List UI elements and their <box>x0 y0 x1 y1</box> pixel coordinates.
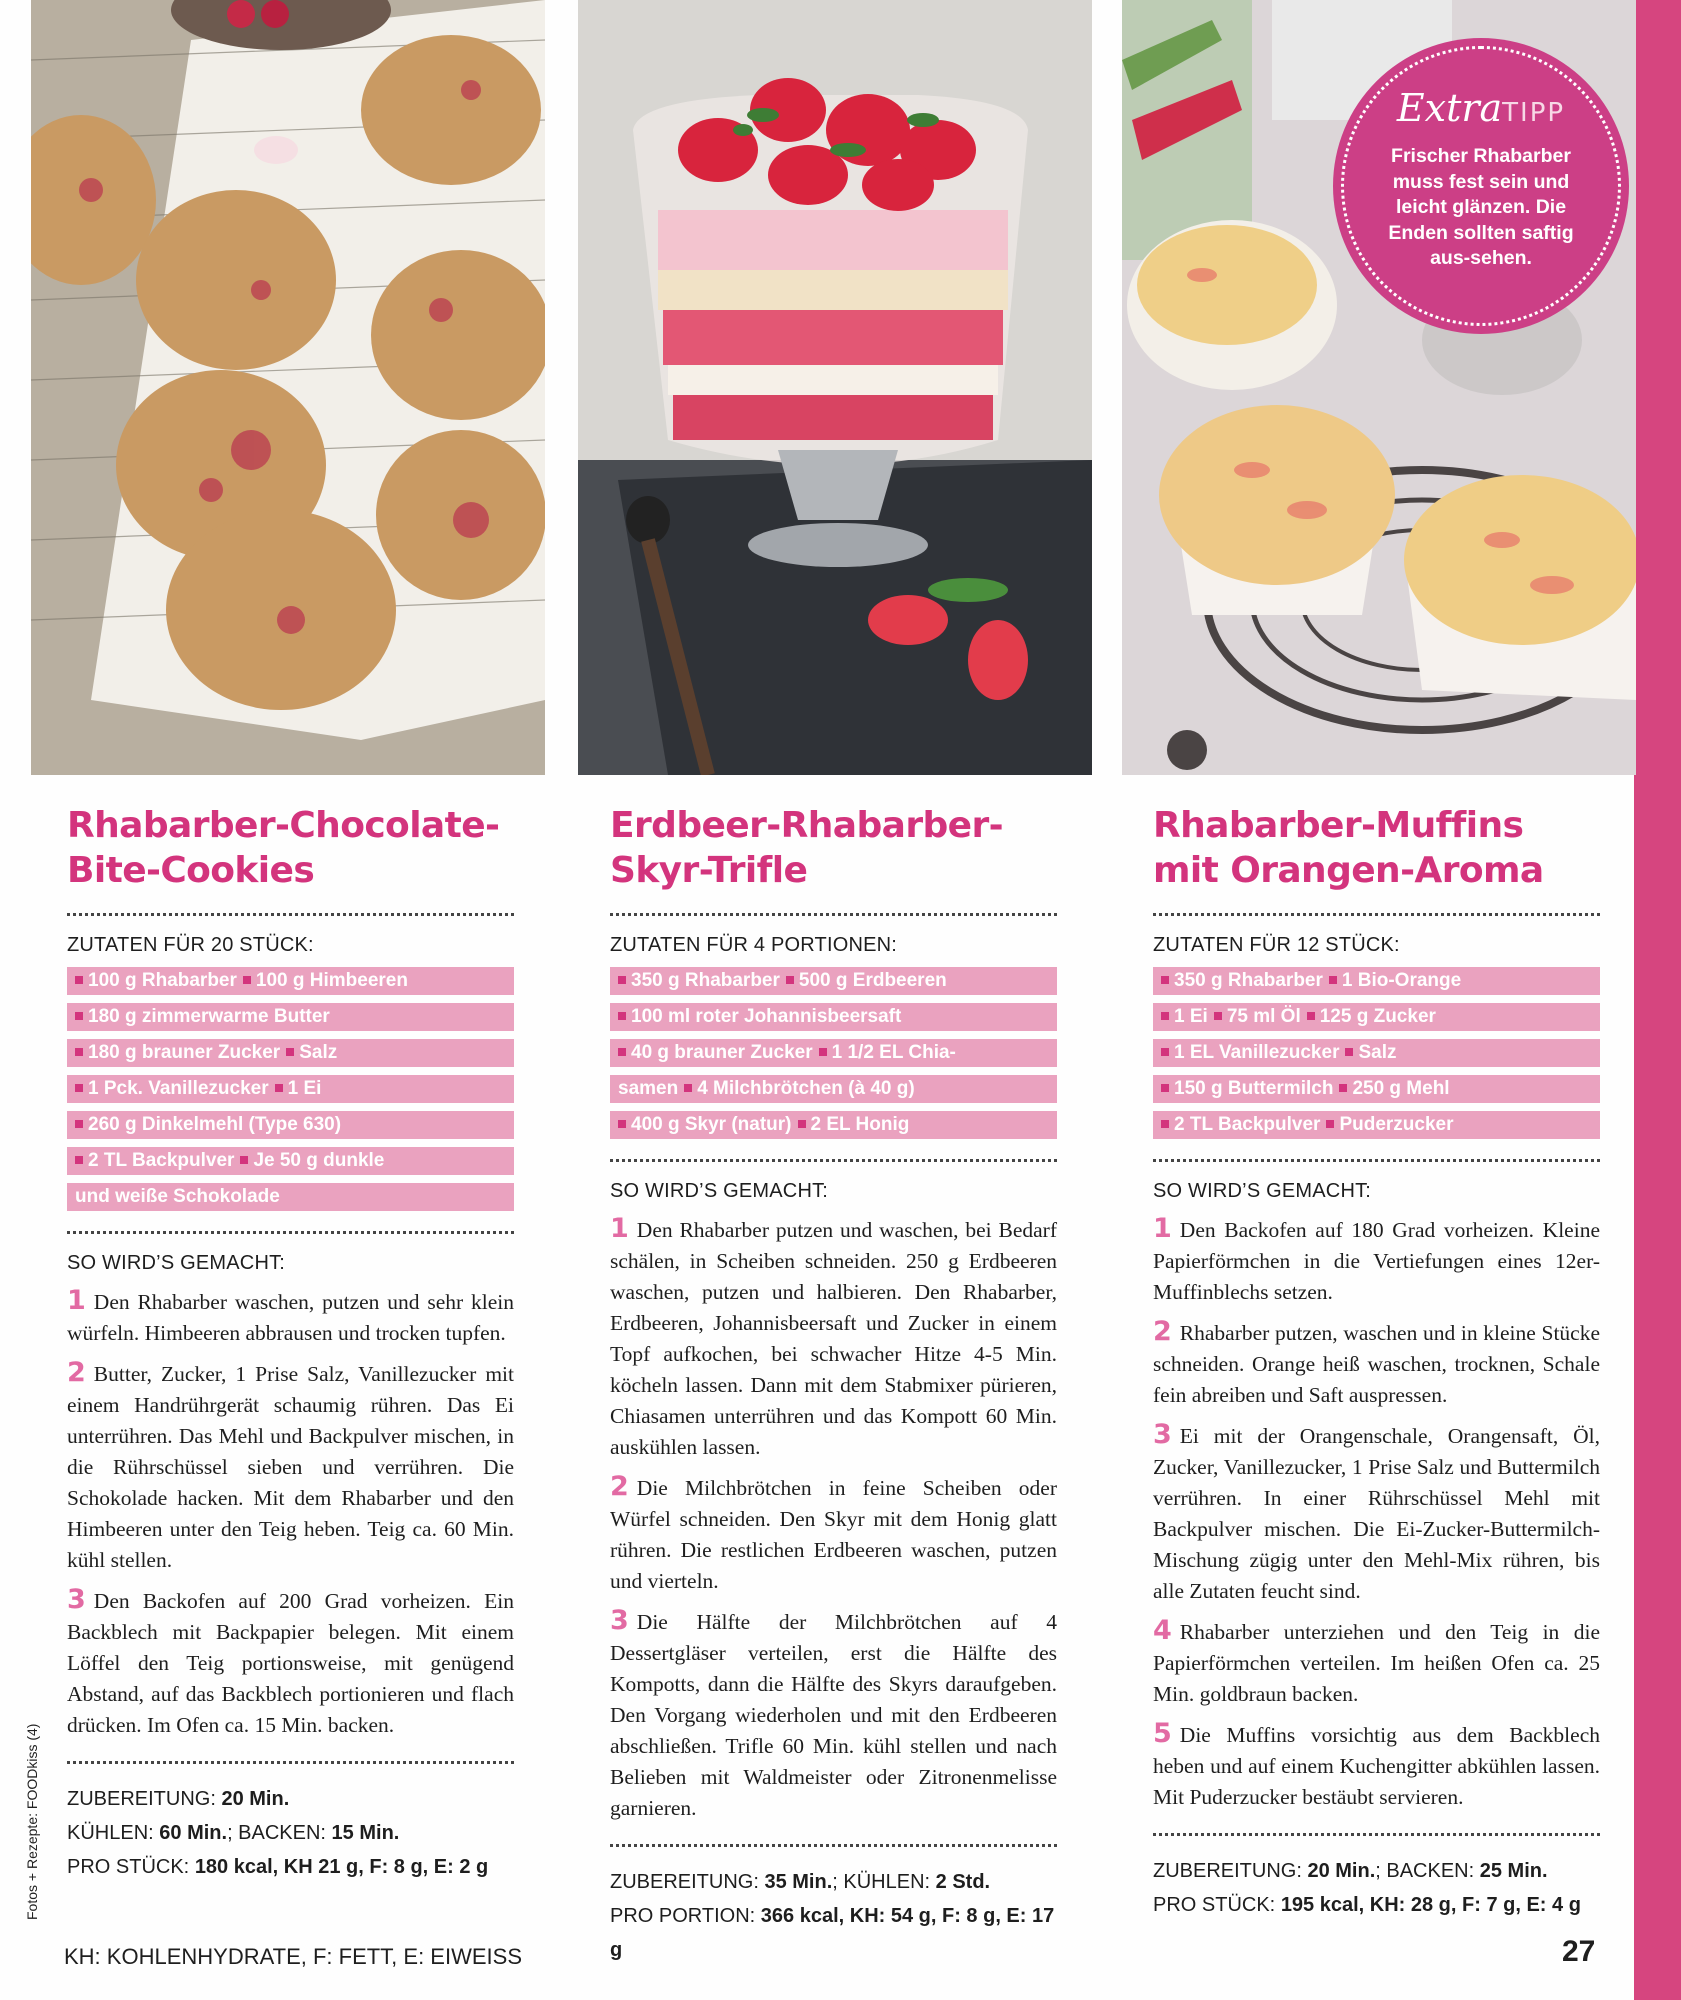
dotted-divider <box>67 1231 514 1234</box>
recipe-cookies <box>67 803 514 1884</box>
recipe-step <box>610 1471 1057 1597</box>
bullet-square-icon <box>798 1120 806 1128</box>
info-line <box>67 1782 514 1816</box>
ingredient-item: 1 Ei <box>287 1078 322 1099</box>
bullet-square-icon <box>1214 1012 1222 1020</box>
ingredient-item: Salz <box>1358 1042 1397 1063</box>
bullet-square-icon <box>75 1012 83 1020</box>
ingredient-bar <box>1153 1003 1600 1031</box>
recipe-step <box>610 1605 1057 1824</box>
info-label: PRO STÜCK: <box>1153 1894 1276 1916</box>
recipe-step <box>1153 1213 1600 1308</box>
recipe-step <box>1153 1615 1600 1710</box>
method-label: SO WIRD’S GEMACHT: <box>67 1252 286 1274</box>
bullet-square-icon <box>240 1156 248 1164</box>
step-number: 2 <box>610 1471 629 1502</box>
ingredient-item: 500 g Erdbeeren <box>798 970 947 991</box>
step-text: Die Hälfte der Milchbrötchen auf 4 Dessertgläser verteilen, erst die Hälfte des Kompotts, dann die Hälfte des Skyrs daraufgeben. Den Vorgang wiederholen und mit den Erdbeeren abschließen. Trifle 60 Min. kühl stellen und nach Belieben mit Waldmeister oder Zitronenmelisse garnieren. <box>610 1610 1057 1820</box>
ingredient-item: 350 g Rhabarber <box>1174 970 1323 991</box>
info-value: 20 Min. <box>1307 1860 1376 1882</box>
recipe-step <box>67 1285 514 1349</box>
ingredient-item: Puderzucker <box>1339 1114 1454 1135</box>
step-text: Die Milchbrötchen in feine Scheiben oder Würfel schneiden. Den Skyr mit dem Honig glatt rühren. Die restlichen Erdbeeren waschen, putzen und vierteln. <box>610 1476 1057 1593</box>
ingredient-bar <box>1153 967 1600 995</box>
nutrition-info <box>610 1865 1057 1967</box>
step-number: 3 <box>1153 1419 1172 1450</box>
ingredient-item: 100 ml roter Johannisbeersaft <box>631 1006 902 1027</box>
info-value: 180 kcal, KH 21 g, F: 8 g, E: 2 g <box>194 1856 489 1878</box>
info-value: 195 kcal, KH: 28 g, F: 7 g, E: 4 g <box>1280 1894 1581 1916</box>
bullet-square-icon <box>1329 976 1337 984</box>
ingredient-bar <box>67 967 514 995</box>
recipe-title: Rhabarber-Muffins mit Orangen-Aroma <box>1153 805 1544 891</box>
bullet-square-icon <box>618 1012 626 1020</box>
bullet-square-icon <box>286 1048 294 1056</box>
extra-tipp-heading <box>1333 86 1629 131</box>
abbreviation-footnote: KH: KOHLENHYDRATE, F: FETT, E: EIWEISS <box>64 1944 522 1969</box>
bullet-square-icon <box>1161 1012 1169 1020</box>
ingredient-bar <box>67 1111 514 1139</box>
info-label: PRO PORTION: <box>610 1905 756 1927</box>
ingredient-item: Je 50 g dunkle <box>253 1150 385 1171</box>
bullet-square-icon <box>75 1048 83 1056</box>
step-number: 1 <box>1153 1213 1172 1244</box>
ingredient-list <box>610 967 1057 1139</box>
step-number: 3 <box>67 1584 86 1615</box>
recipe-trifle <box>610 803 1057 1967</box>
info-line <box>67 1816 514 1850</box>
info-line <box>1153 1888 1600 1922</box>
bullet-square-icon <box>618 976 626 984</box>
bullet-square-icon <box>75 1084 83 1092</box>
dotted-divider <box>610 913 1057 916</box>
bullet-square-icon <box>618 1120 626 1128</box>
info-value: 20 Min. <box>221 1788 290 1810</box>
ingredient-bar <box>1153 1075 1600 1103</box>
dotted-divider <box>1153 913 1600 916</box>
nutrition-info <box>1153 1854 1600 1922</box>
bullet-square-icon <box>1345 1048 1353 1056</box>
info-line <box>1153 1854 1600 1888</box>
bullet-square-icon <box>618 1048 626 1056</box>
step-text: Den Rhabarber waschen, putzen und sehr klein würfeln. Himbeeren abbrausen und trocken tupfen. <box>67 1290 514 1345</box>
info-label: KÜHLEN: <box>67 1822 154 1844</box>
info-label: ZUBEREITUNG: <box>1153 1860 1302 1882</box>
ingredient-bar <box>610 1111 1057 1139</box>
step-text: Den Backofen auf 200 Grad vorheizen. Ein Backblech mit Backpapier belegen. Mit einem Löffel den Teig portionsweise, mit genügend Abstand, auf das Backblech portionieren und flach drücken. Im Ofen ca. 15 Min. backen. <box>67 1589 514 1737</box>
ingredient-item: 1 Bio-Orange <box>1341 970 1462 991</box>
dotted-divider <box>610 1844 1057 1847</box>
info-label: ZUBEREITUNG: <box>67 1788 216 1810</box>
ingredient-item: 1 Pck. Vanillezucker <box>88 1078 269 1099</box>
ingredient-item: Salz <box>299 1042 338 1063</box>
step-number: 5 <box>1153 1718 1172 1749</box>
ingredient-item: 260 g Dinkelmehl (Type 630) <box>88 1114 342 1135</box>
bullet-square-icon <box>75 1120 83 1128</box>
trifle-photo <box>578 0 1092 775</box>
step-text: Rhabarber unterziehen und den Teig in die Papierförmchen verteilen. Im heißen Ofen ca. 25 Min. goldbraun backen. <box>1153 1620 1600 1706</box>
recipe-title: Rhabarber-Chocolate- Bite-Cookies <box>67 805 500 891</box>
cookies-photo <box>31 0 545 775</box>
step-number: 4 <box>1153 1615 1172 1646</box>
bullet-square-icon <box>275 1084 283 1092</box>
recipe-title: Erdbeer-Rhabarber- Skyr-Trifle <box>610 805 1003 891</box>
info-label: ; BACKEN: <box>1375 1860 1475 1882</box>
ingredient-bar <box>67 1003 514 1031</box>
bullet-square-icon <box>1326 1120 1334 1128</box>
tipp-word: TIPP <box>1502 98 1566 128</box>
bullet-square-icon <box>1161 1120 1169 1128</box>
step-text: Den Backofen auf 180 Grad vorheizen. Kleine Papierförmchen in die Vertiefungen eines 12er-Muffinblechs setzen. <box>1153 1218 1600 1304</box>
ingredient-item: 2 TL Backpulver <box>88 1150 235 1171</box>
extra-tipp-text: Frischer Rhabarber muss fest sein und leicht glänzen. Die Enden sollten saftig aus-sehen. <box>1388 145 1574 269</box>
ingredient-bar <box>610 1039 1057 1067</box>
step-text: Den Rhabarber putzen und waschen, bei Bedarf schälen, in Scheiben schneiden. 250 g Erdbeeren waschen, putzen und halbieren. Den Rhabarber, Erdbeeren, Johannisbeersaft und Zucker in einem Topf aufkochen, bei schwacher Hitze 4-5 Min. köcheln lassen. Dann mit dem Stabmixer pürieren, Chiasamen unterrühren und das Kompott 60 Min. auskühlen lassen. <box>610 1218 1057 1459</box>
ingredient-item: 100 g Rhabarber <box>88 970 237 991</box>
recipe-step <box>1153 1316 1600 1411</box>
bullet-square-icon <box>1161 1084 1169 1092</box>
ingredients-label: ZUTATEN FÜR 20 STÜCK: <box>67 934 314 956</box>
ingredient-bar <box>610 1003 1057 1031</box>
step-text: Butter, Zucker, 1 Prise Salz, Vanillezucker mit einem Handrührgerät schaumig rühren. Das Ei unterrühren. Das Mehl und Backpulver mischen, in die Rührschüssel sieben und verrühren. Die Schokolade hacken. Mit dem Rhabarber und den Himbeeren unter den Teig heben. Teig ca. 60 Min. kühl stellen. <box>67 1362 514 1572</box>
ingredient-list <box>67 967 514 1211</box>
ingredient-item: 2 EL Honig <box>810 1114 910 1135</box>
info-value: 35 Min. <box>764 1871 833 1893</box>
ingredient-bar <box>67 1039 514 1067</box>
page-number: 27 <box>1562 1935 1596 1968</box>
ingredient-item: 4 Milchbrötchen (à 40 g) <box>697 1078 915 1099</box>
info-label: ; KÜHLEN: <box>832 1871 931 1893</box>
ingredient-item: samen <box>618 1078 679 1099</box>
ingredient-item: 1 1/2 EL Chia- <box>831 1042 956 1063</box>
extra-tipp-badge <box>1333 38 1629 334</box>
ingredient-bar <box>1153 1111 1600 1139</box>
step-number: 2 <box>67 1357 86 1388</box>
ingredients-label: ZUTATEN FÜR 4 PORTIONEN: <box>610 934 898 956</box>
ingredient-item: 1 EL Vanillezucker <box>1174 1042 1340 1063</box>
ingredient-bar <box>1153 1039 1600 1067</box>
bullet-square-icon <box>786 976 794 984</box>
ingredient-bar <box>67 1183 514 1211</box>
step-text: Die Muffins vorsichtig aus dem Backblech heben und auf einem Kuchengitter abkühlen lassen. Mit Puderzucker bestäubt servieren. <box>1153 1723 1600 1809</box>
ingredient-bar <box>67 1075 514 1103</box>
ingredient-item: 400 g Skyr (natur) <box>631 1114 792 1135</box>
info-line <box>67 1850 514 1884</box>
ingredient-item: 150 g Buttermilch <box>1174 1078 1334 1099</box>
method-label: SO WIRD’S GEMACHT: <box>1153 1180 1372 1202</box>
ingredient-item: 250 g Mehl <box>1352 1078 1450 1099</box>
info-line <box>610 1899 1057 1967</box>
recipe-step <box>610 1213 1057 1463</box>
ingredient-list <box>1153 967 1600 1139</box>
ingredient-bar <box>610 967 1057 995</box>
extra-word: Extra <box>1396 86 1503 130</box>
ingredient-item: 40 g brauner Zucker <box>631 1042 813 1063</box>
nutrition-info <box>67 1782 514 1884</box>
info-value: 15 Min. <box>331 1822 400 1844</box>
bullet-square-icon <box>75 1156 83 1164</box>
info-label: ; BACKEN: <box>227 1822 326 1844</box>
ingredient-item: 180 g zimmerwarme Butter <box>88 1006 330 1027</box>
bullet-square-icon <box>75 976 83 984</box>
magenta-sidebar <box>1634 0 1681 2000</box>
photo-credit: Fotos + Rezepte: FOODkiss (4) <box>24 1723 40 1920</box>
info-line <box>610 1865 1057 1899</box>
bullet-square-icon <box>1161 976 1169 984</box>
ingredient-item: und weiße Schokolade <box>75 1186 280 1207</box>
bullet-square-icon <box>1339 1084 1347 1092</box>
dotted-divider <box>610 1159 1057 1162</box>
step-number: 1 <box>610 1213 629 1244</box>
step-text: Rhabarber putzen, waschen und in kleine Stücke schneiden. Orange heiß waschen, trocknen, Schale fein abreiben und Saft auspressen. <box>1153 1321 1600 1407</box>
method-label: SO WIRD’S GEMACHT: <box>610 1180 829 1202</box>
bullet-square-icon <box>819 1048 827 1056</box>
ingredient-bar <box>610 1075 1057 1103</box>
ingredient-item: 2 TL Backpulver <box>1174 1114 1321 1135</box>
info-value: 60 Min. <box>159 1822 228 1844</box>
step-text: Ei mit der Orangenschale, Orangensaft, Öl, Zucker, Vanillezucker, 1 Prise Salz und Buttermilch verrühren. In einer Rührschüssel Mehl mit Backpulver mischen. Die Ei-Zucker-Buttermilch-Mischung zügig unter den Mehl-Mix rühren, bis alle Zutaten feucht sind. <box>1153 1424 1600 1603</box>
bullet-square-icon <box>684 1084 692 1092</box>
bullet-square-icon <box>1161 1048 1169 1056</box>
bullet-square-icon <box>1307 1012 1315 1020</box>
info-value: 25 Min. <box>1479 1860 1548 1882</box>
recipe-step <box>1153 1419 1600 1607</box>
dotted-divider <box>1153 1159 1600 1162</box>
recipe-step <box>1153 1718 1600 1813</box>
info-label: ZUBEREITUNG: <box>610 1871 759 1893</box>
dotted-divider <box>67 1761 514 1764</box>
recipe-muffins <box>1153 803 1600 1922</box>
recipe-step <box>67 1357 514 1576</box>
ingredient-item: 75 ml Öl <box>1226 1006 1301 1027</box>
step-number: 1 <box>67 1285 86 1316</box>
ingredient-item: 125 g Zucker <box>1319 1006 1436 1027</box>
info-label: PRO STÜCK: <box>67 1856 190 1878</box>
step-number: 2 <box>1153 1316 1172 1347</box>
info-value: 366 kcal, KH: 54 g, F: 8 g, E: 17 g <box>610 1905 1055 1961</box>
step-number: 3 <box>610 1605 629 1636</box>
dotted-divider <box>67 913 514 916</box>
recipe-step <box>67 1584 514 1741</box>
ingredient-item: 350 g Rhabarber <box>631 970 780 991</box>
ingredient-item: 180 g brauner Zucker <box>88 1042 281 1063</box>
ingredient-bar <box>67 1147 514 1175</box>
ingredient-item: 1 Ei <box>1174 1006 1208 1027</box>
info-value: 2 Std. <box>935 1871 991 1893</box>
ingredients-label: ZUTATEN FÜR 12 STÜCK: <box>1153 934 1400 956</box>
dotted-divider <box>1153 1833 1600 1836</box>
bullet-square-icon <box>243 976 251 984</box>
ingredient-item: 100 g Himbeeren <box>255 970 408 991</box>
